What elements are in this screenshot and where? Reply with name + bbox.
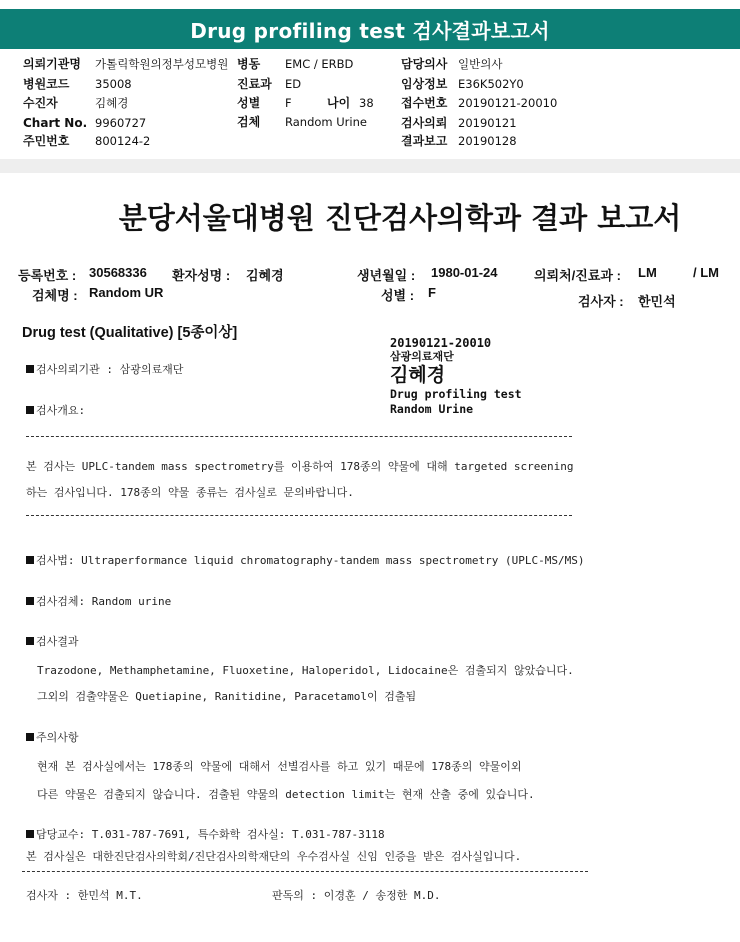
result-text-1: Trazodone, Methamphetamine, Fluoxetine, Haloperidol, Lidocaine은 검출되지 않았습니다. — [37, 664, 574, 677]
dept-value-main-2: / LM — [693, 265, 719, 280]
caution-text-1: 현재 본 검사실에서는 178종의 약물에 대해서 선별검사를 하고 있기 때문에 178종의 약물이외 — [37, 760, 522, 773]
dob-label: 생년월일 : — [357, 268, 416, 283]
report-title: 분당서울대병원 진단검사의학과 결과 보고서 — [118, 201, 682, 235]
resident-no-value: 800124-2 — [95, 134, 151, 148]
overview-text-1: 본 검사는 UPLC-tandem mass spectrometry를 이용하여 178종의 약물에 대해 targeted screening — [26, 460, 574, 473]
report-date-label: 결과보고 — [401, 134, 448, 148]
doctor-value: 일반의사 — [458, 57, 503, 71]
clinical-info-value: E36K502Y0 — [458, 77, 524, 91]
sex-value: F — [285, 96, 292, 110]
request-date-value: 20190121 — [458, 116, 517, 130]
sticker-patient-name: 김혜경 — [390, 364, 446, 386]
patient-label: 수진자 — [23, 96, 58, 110]
doctor-label: 담당의사 — [401, 57, 448, 71]
age-value: 38 — [359, 96, 374, 110]
result-heading-text: 검사결과 — [36, 635, 79, 648]
footer-tester: 검사자 : 한민석 M.T. — [26, 889, 143, 902]
specimen-name-label: 검체명 : — [32, 288, 78, 303]
dashed-divider — [26, 436, 572, 437]
test-subtitle: Drug test (Qualitative) [5종이상] — [22, 325, 238, 341]
overview-heading-text: 검사개요: — [36, 404, 86, 417]
dept-label: 진료과 — [237, 77, 272, 91]
contact-text: 담당교수: T.031-787-7691, 특수화학 검사실: T.031-787-3118 — [36, 828, 385, 841]
bullet-square — [26, 733, 34, 741]
receipt-no-value: 20190121-20010 — [458, 96, 558, 110]
report-date-value: 20190128 — [458, 134, 517, 148]
caution-heading — [26, 729, 79, 745]
hospital-code-value: 35008 — [95, 77, 132, 91]
method-text: 검사법: Ultraperformance liquid chromatography-tandem mass spectrometry (UPLC-MS/MS) — [36, 554, 585, 567]
specimen-label: 검체 — [237, 115, 261, 129]
dept-value: ED — [285, 77, 302, 91]
bullet-square — [26, 597, 34, 605]
sticker-receipt-no: 20190121-20010 — [390, 336, 492, 350]
sex-label-main: 성별 : — [381, 288, 415, 303]
request-date-label: 검사의뢰 — [401, 116, 448, 130]
bullet-square — [26, 365, 34, 373]
dob-value: 1980-01-24 — [431, 265, 498, 280]
reg-no-value: 30568336 — [89, 265, 147, 280]
patient-value: 김혜경 — [95, 96, 129, 110]
resident-no-label: 주민번호 — [23, 134, 70, 148]
caution-heading-text: 주의사항 — [36, 731, 79, 744]
patient-name-value: 김혜경 — [246, 268, 284, 283]
certification-line: 본 검사실은 대한진단검사의학회/진단검사의학재단의 우수검사실 신임 인증을 받은 검사실입니다. — [26, 850, 522, 863]
tester-label-main: 검사자 : — [578, 294, 624, 309]
hospital-code-label: 병원코드 — [23, 77, 70, 91]
requester-text: 검사의뢰기관 : 삼광의료재단 — [36, 363, 184, 376]
result-heading — [26, 633, 79, 649]
section-divider — [0, 159, 740, 173]
sticker-test-name: Drug profiling test — [390, 387, 522, 401]
caution-text-2: 다른 약물은 검출되지 않습니다. 검출된 약물의 detection limit는 현재 산출 중에 있습니다. — [37, 788, 535, 801]
overview-heading — [26, 402, 85, 418]
sex-label: 성별 — [237, 96, 261, 110]
sticker-institution: 삼광의료재단 — [390, 350, 454, 363]
age-label: 나이 — [327, 96, 351, 110]
footer-reader: 판독의 : 이경훈 / 송정한 M.D. — [272, 889, 441, 902]
tester-value-main: 한민석 — [638, 294, 676, 309]
bullet-square — [26, 406, 34, 414]
hospital-label: 의뢰기관명 — [23, 57, 81, 71]
specimen-line — [26, 593, 171, 609]
dept-value-main-1: LM — [638, 265, 657, 280]
report-header-title: Drug profiling test 검사결과보고서 — [0, 9, 740, 49]
contact-line — [26, 826, 385, 842]
overview-text-2: 하는 검사입니다. 178종의 약물 종류는 검사실로 문의바랍니다. — [26, 486, 354, 499]
hospital-value: 가톨릭학원의정부성모병원 — [95, 57, 229, 71]
chart-no-label: Chart No. — [23, 116, 88, 130]
receipt-no-label: 접수번호 — [401, 96, 448, 110]
method-line — [26, 552, 584, 568]
ward-value: EMC / ERBD — [285, 57, 354, 71]
header-info — [0, 0, 740, 160]
specimen-value: Random Urine — [285, 115, 367, 129]
specimen-name-value: Random UR — [89, 285, 164, 300]
clinical-info-label: 임상정보 — [401, 77, 448, 91]
result-text-2: 그외의 검출약물은 Quetiapine, Ranitidine, Paracetamol이 검출됨 — [37, 690, 417, 703]
ward-label: 병동 — [237, 57, 261, 71]
chart-no-value: 9960727 — [95, 116, 147, 130]
patient-name-label: 환자성명 : — [172, 268, 231, 283]
sticker-specimen: Random Urine — [390, 402, 474, 416]
bullet-square — [26, 637, 34, 645]
dept-label-main: 의뢰처/진료과 : — [534, 268, 621, 283]
sex-value-main: F — [428, 285, 436, 300]
specimen-label-sticker — [390, 336, 522, 417]
specimen-line-text: 검사검체: Random urine — [36, 595, 172, 608]
requester-line — [26, 361, 183, 377]
dashed-divider — [22, 871, 588, 872]
reg-no-label: 등록번호 : — [18, 268, 77, 283]
dashed-divider — [26, 515, 572, 516]
bullet-square — [26, 830, 34, 838]
bullet-square — [26, 556, 34, 564]
